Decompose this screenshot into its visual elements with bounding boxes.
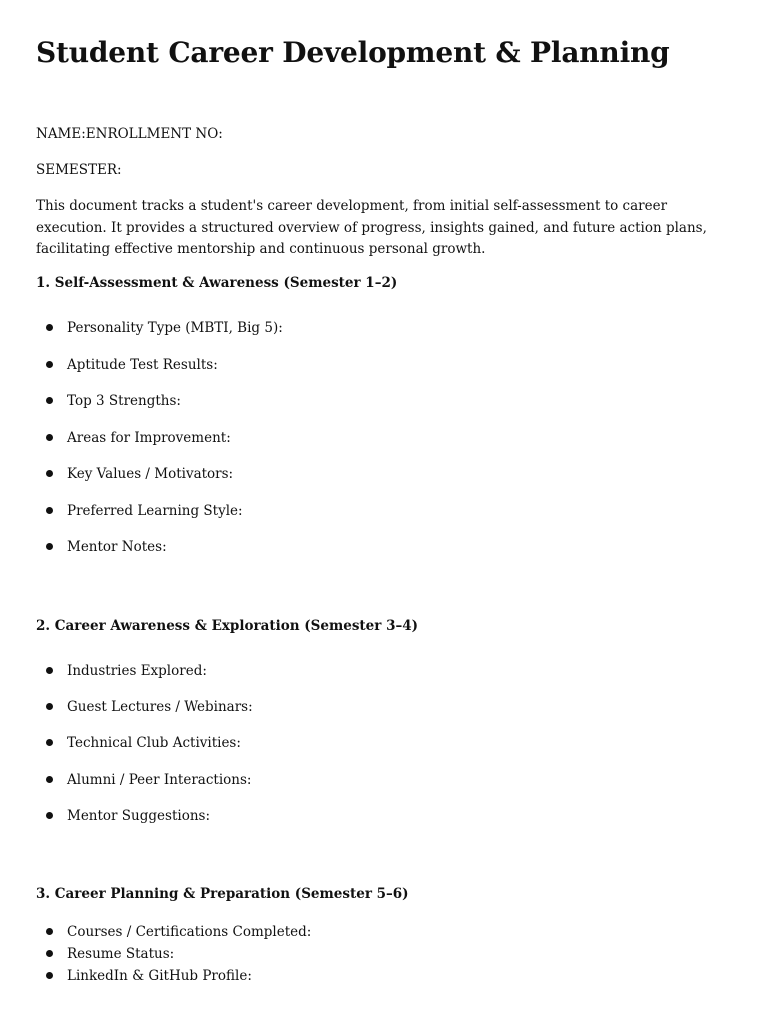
list-item: Alumni / Peer Interactions: — [46, 771, 251, 789]
bullet-icon — [46, 812, 53, 819]
list-item: Courses / Certifications Completed: — [46, 923, 311, 941]
list-item: Mentor Notes: — [46, 538, 167, 556]
list-item: Industries Explored: — [46, 662, 207, 680]
bullet-icon — [46, 739, 53, 746]
bullet-icon — [46, 470, 53, 477]
bullet-icon — [46, 434, 53, 441]
semester-line: SEMESTER: — [36, 162, 122, 178]
name-enrollment-line: NAME:ENROLLMENT NO: — [36, 126, 223, 142]
bullet-icon — [46, 703, 53, 710]
page-title: Student Career Development & Planning — [36, 36, 670, 69]
bullet-icon — [46, 507, 53, 514]
list-item: Guest Lectures / Webinars: — [46, 698, 253, 716]
bullet-icon — [46, 324, 53, 331]
section-heading-career-planning: 3. Career Planning & Preparation (Semester 5–6) — [36, 886, 409, 902]
list-item: Technical Club Activities: — [46, 734, 241, 752]
list-item: Top 3 Strengths: — [46, 392, 181, 410]
bullet-icon — [46, 928, 53, 935]
list-item: Areas for Improvement: — [46, 429, 231, 447]
list-item: Mentor Suggestions: — [46, 807, 210, 825]
bullet-icon — [46, 972, 53, 979]
list-item: Personality Type (MBTI, Big 5): — [46, 319, 283, 337]
intro-paragraph: This document tracks a student's career development, from initial self-assessment to career execution. It provides a structured overview of progress, insights gained, and future action plans, facilitating effective mentorship and continuous personal growth. — [36, 198, 707, 257]
bullet-icon — [46, 667, 53, 674]
list-item: Preferred Learning Style: — [46, 502, 243, 520]
list-item: Aptitude Test Results: — [46, 356, 218, 374]
bullet-icon — [46, 397, 53, 404]
section-heading-self-assessment: 1. Self-Assessment & Awareness (Semester 1–2) — [36, 275, 398, 291]
bullet-icon — [46, 950, 53, 957]
bullet-icon — [46, 776, 53, 783]
list-item: Resume Status: — [46, 945, 174, 963]
list-item: Key Values / Motivators: — [46, 465, 233, 483]
bullet-icon — [46, 543, 53, 550]
list-item: LinkedIn & GitHub Profile: — [46, 967, 252, 985]
section-heading-career-awareness: 2. Career Awareness & Exploration (Semester 3–4) — [36, 618, 418, 634]
bullet-icon — [46, 361, 53, 368]
